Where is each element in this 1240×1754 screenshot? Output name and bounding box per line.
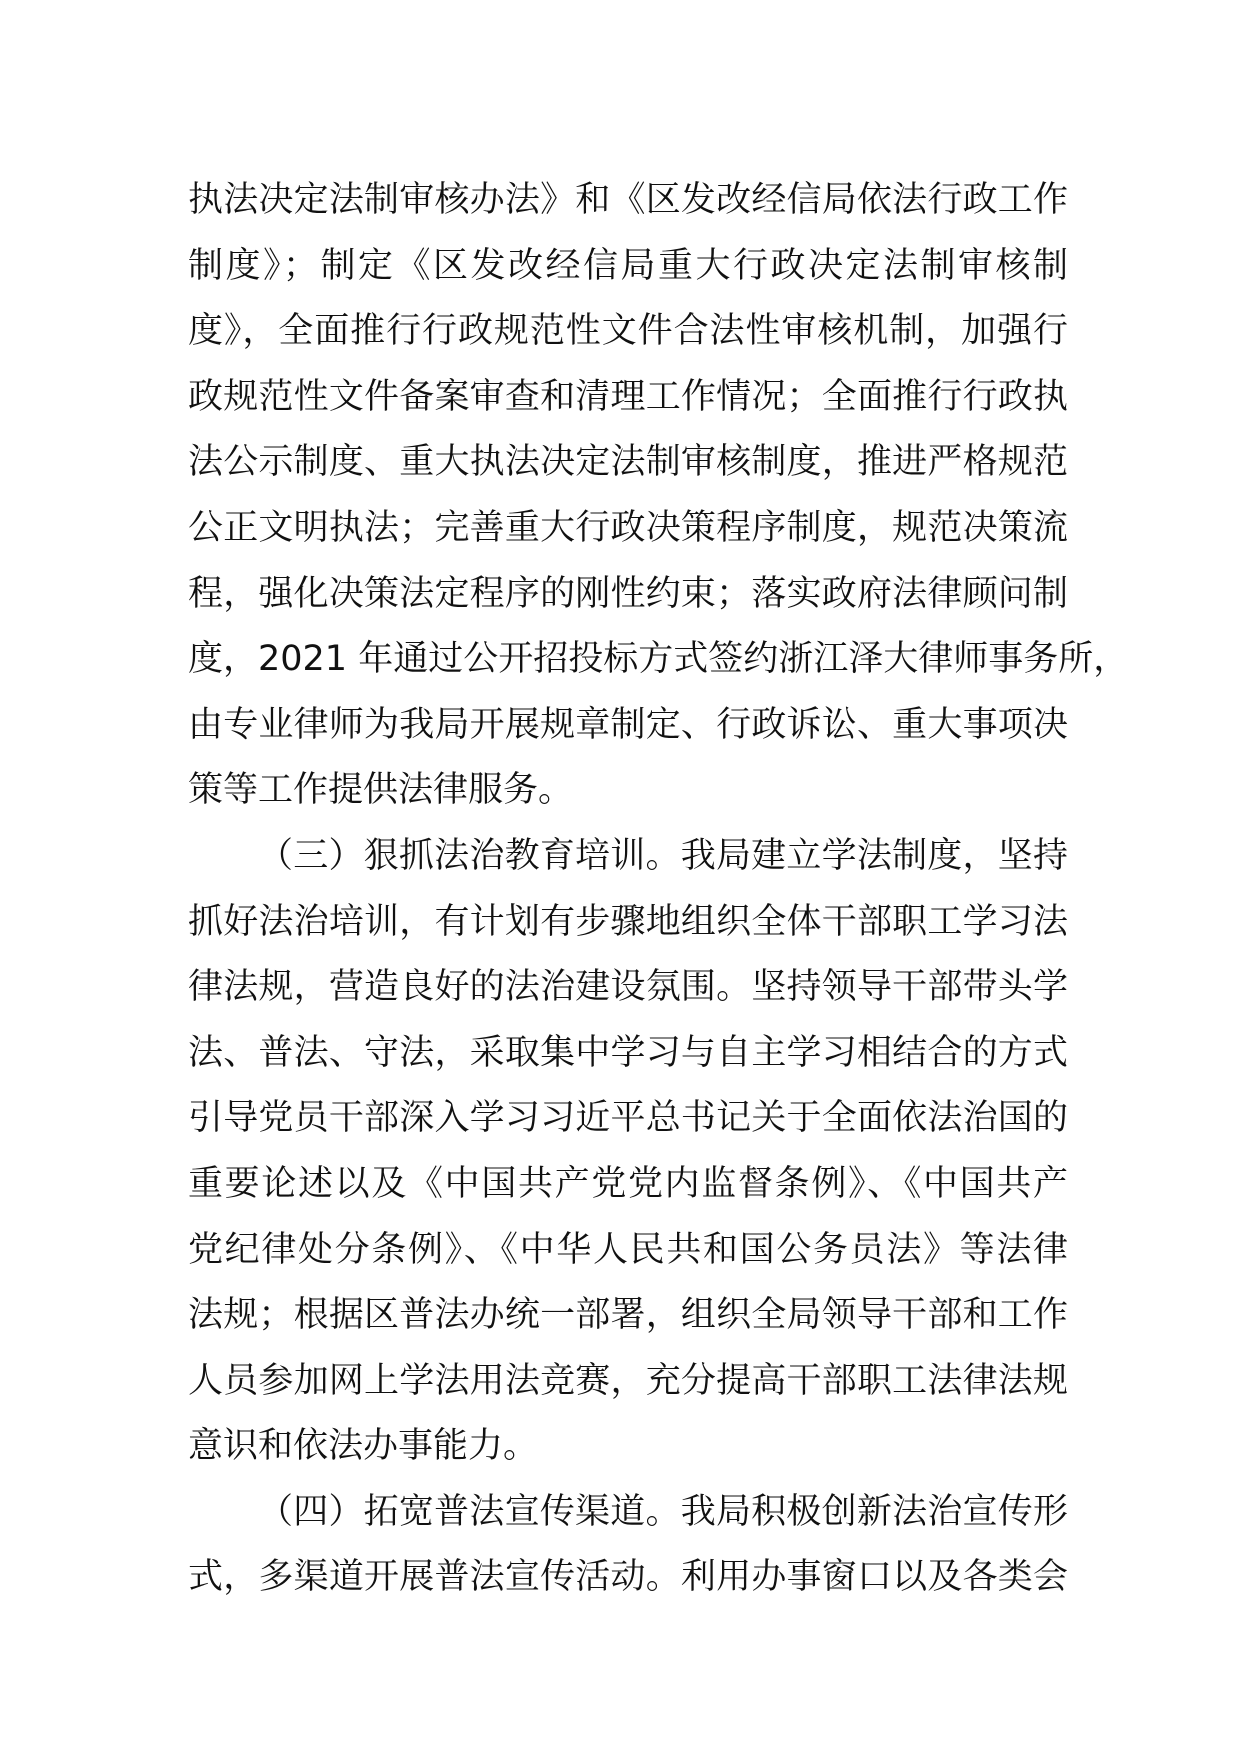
text-line: 程，强化决策法定程序的刚性约束；落实政府法律顾问制 xyxy=(188,573,1068,614)
text-line: 引导党员干部深入学习习近平总书记关于全面依法治国的 xyxy=(188,1098,1068,1139)
paragraph xyxy=(188,824,1068,1480)
text-line: 意识和依法办事能力。 xyxy=(188,1426,539,1467)
text-line: 人员参加网上学法用法竞赛，充分提高干部职工法律法规 xyxy=(188,1360,1068,1401)
text-line: 策等工作提供法律服务。 xyxy=(188,770,574,811)
document-body xyxy=(188,168,1129,1611)
text-line: 公正文明执法；完善重大行政决策程序制度，规范决策流 xyxy=(188,507,1068,548)
text-line: 制度》；制定《区发改经信局重大行政决定法制审核制 xyxy=(188,245,1068,286)
text-line: 度，2021 年通过公开招投标方式签约浙江泽大律师事务所， xyxy=(188,639,1129,680)
paragraph xyxy=(188,1480,1068,1611)
paragraph xyxy=(188,168,1129,824)
text-line: 政规范性文件备案审查和清理工作情况；全面推行行政执 xyxy=(188,376,1068,417)
text-line: 律法规，营造良好的法治建设氛围。坚持领导干部带头学 xyxy=(188,967,1068,1008)
text-line: 度》，全面推行行政规范性文件合法性审核机制，加强行 xyxy=(188,311,1068,352)
text-line: 执法决定法制审核办法》和《区发改经信局依法行政工作 xyxy=(188,180,1068,220)
text-line: 法公示制度、重大执法决定法制审核制度，推进严格规范 xyxy=(188,442,1068,483)
text-line: 抓好法治培训，有计划有步骤地组织全体干部职工学习法 xyxy=(188,901,1068,942)
text-line: 党纪律处分条例》、《中华人民共和国公务员法》等法律 xyxy=(188,1229,1068,1270)
text-line: 法、普法、守法，采取集中学习与自主学习相结合的方式 xyxy=(188,1032,1068,1073)
text-line: 法规；根据区普法办统一部署，组织全局领导干部和工作 xyxy=(188,1295,1068,1336)
text-line: 由专业律师为我局开展规章制定、行政诉讼、重大事项决 xyxy=(188,704,1068,745)
text-line: （四）拓宽普法宣传渠道。我局积极创新法治宣传形 xyxy=(258,1491,1068,1532)
text-line: （三）狠抓法治教育培训。我局建立学法制度，坚持 xyxy=(258,835,1068,876)
text-line: 重要论述以及《中国共产党党内监督条例》、《中国共产 xyxy=(188,1163,1068,1204)
text-line: 式，多渠道开展普法宣传活动。利用办事窗口以及各类会 xyxy=(188,1557,1068,1598)
